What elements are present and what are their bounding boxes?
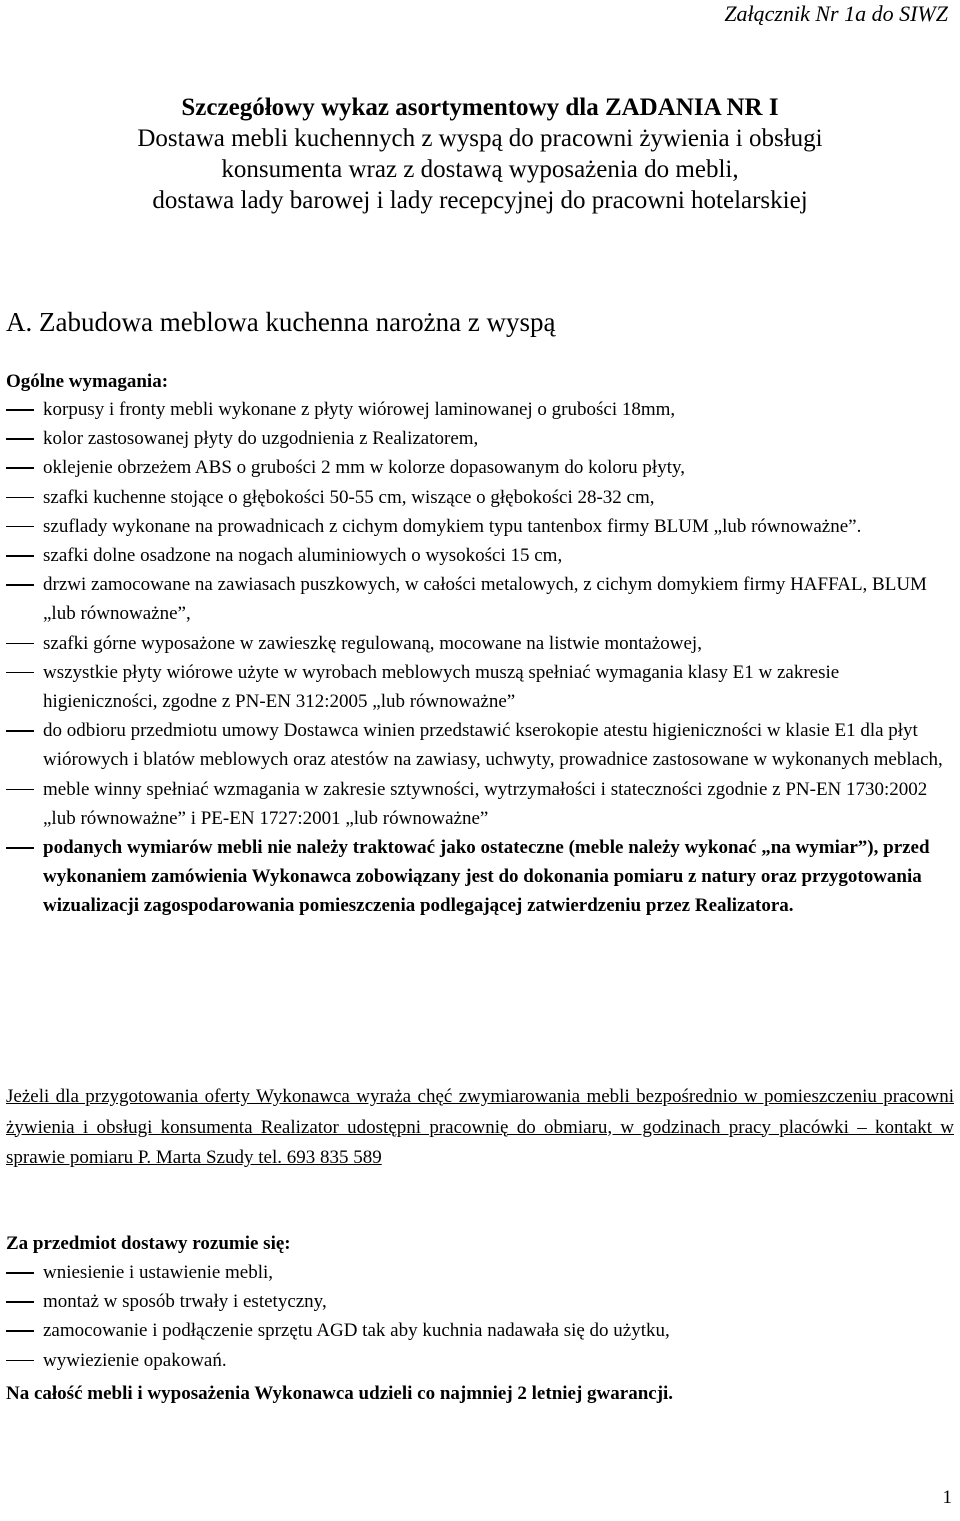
dash-bullet <box>6 438 34 440</box>
title-line-2: Dostawa mebli kuchennych z wyspą do pracowni żywienia i obsługi <box>137 125 823 152</box>
dash-bullet <box>6 730 34 732</box>
measurement-note: Jeżeli dla przygotowania oferty Wykonawca wyraża chęć zwymiarowania mebli bezpośrednio w pomieszczeniu pracowni żywienia i obsługi konsumenta Realizator udostępni pracownię do obmiaru, w godzinach pracy placówki – kontakt w sprawie pomiaru P. Marta Szudy tel. 693 835 589 <box>6 1086 954 1168</box>
guarantee-statement: Na całość mebli i wyposażenia Wykonawca udzieli co najmniej 2 letniej gwarancji. <box>6 1383 674 1404</box>
list-item-text: szuflady wykonane na prowadnicach z cichym domykiem typu tantenbox firmy BLUM „lub równoważne”. <box>43 515 862 537</box>
dash-bullet <box>6 584 34 586</box>
dash-bullet <box>6 526 34 528</box>
list-item-text: drzwi zamocowane na zawiasach puszkowych, w całości metalowych, z cichym domykiem firmy HAFFAL, BLUM „lub równoważne”, <box>43 574 927 625</box>
list-item-text: kolor zastosowanej płyty do uzgodnienia z Realizatorem, <box>43 428 479 450</box>
dash-bullet <box>6 643 34 645</box>
list-item <box>6 1287 951 1316</box>
annex-label: Załącznik Nr 1a do SIWZ <box>724 1 948 26</box>
list-item-text: meble winny spełniać wzmagania w zakresie sztywności, wytrzymałości i stateczności zgodnie z PN-EN 1730:2002 „lub równoważne” i PE-EN 1727:2001 „lub równoważne” <box>43 778 928 829</box>
list-item-text: wywiezienie opakowań. <box>43 1349 227 1371</box>
dash-bullet <box>6 1330 34 1332</box>
delivery-heading: Za przedmiot dostawy rozumie się: <box>6 1233 291 1254</box>
list-item-text: zamocowanie i podłączenie sprzętu AGD tak aby kuchnia nadawała się do użytku, <box>43 1320 670 1342</box>
dash-bullet <box>6 467 34 469</box>
title-line-4: dostawa lady barowej i lady recepcyjnej do pracowni hotelarskiej <box>152 187 808 214</box>
list-item <box>6 1316 951 1345</box>
dash-bullet <box>6 789 34 791</box>
list-item-text: montaż w sposób trwały i estetyczny, <box>43 1291 327 1313</box>
list-item <box>6 716 951 774</box>
list-item <box>6 483 951 512</box>
list-item <box>6 658 951 716</box>
list-item-text: do odbioru przedmiotu umowy Dostawca winien przedstawić kserokopie atestu higieniczności w klasie E1 dla płyt wiórowych i blatów meblowych oraz atestów na zawiasy, uchwyty, prowadnice zastosowane w wykonanych meblach, <box>43 720 943 771</box>
list-item <box>6 1258 951 1287</box>
dash-bullet <box>6 847 34 849</box>
list-item-text: szafki dolne osadzone na nogach aluminiowych o wysokości 15 cm, <box>43 545 563 567</box>
list-item <box>6 1346 951 1375</box>
title-line-3: konsumenta wraz z dostawą wyposażenia do mebli, <box>221 156 739 183</box>
page-number: 1 <box>942 1487 952 1508</box>
list-item <box>6 629 951 658</box>
list-item <box>6 512 951 541</box>
delivery-list <box>6 1258 951 1375</box>
list-item-text: szafki kuchenne stojące o głębokości 50-55 cm, wiszące o głębokości 28-32 cm, <box>43 486 655 508</box>
dash-bullet <box>6 497 34 499</box>
list-item <box>6 424 951 453</box>
section-a-heading: A. Zabudowa meblowa kuchenna narożna z wyspą <box>6 307 556 337</box>
list-item-text: podanych wymiarów mebli nie należy traktować jako ostateczne (meble należy wykonać „na wymiar”), przed wykonaniem zamówienia Wykonawca zobowiązany jest do dokonania pomiaru z natury oraz przygotowania wizualizacji zagospodarowania pomieszczenia podlegającej zatwierdzeniu przez Realizatora. <box>43 837 930 917</box>
dash-bullet <box>6 1301 34 1303</box>
list-item <box>6 541 951 570</box>
list-item-text: oklejenie obrzeżem ABS o grubości 2 mm w kolorze dopasowanym do koloru płyty, <box>43 457 686 479</box>
title-line-1: Szczegółowy wykaz asortymentowy dla ZADANIA NR I <box>181 94 779 121</box>
requirements-heading: Ogólne wymagania: <box>6 371 169 392</box>
list-item-text: wniesienie i ustawienie mebli, <box>43 1262 274 1283</box>
list-item-bold <box>6 833 951 921</box>
list-item-text: wszystkie płyty wiórowe użyte w wyrobach meblowych muszą spełniać wymagania klasy E1 w zakresie higieniczności, zgodne z PN-EN 312:2005 „lub równoważne” <box>43 661 840 713</box>
dash-bullet <box>6 555 34 557</box>
list-item-text: szafki górne wyposażone w zawieszkę regulowaną, mocowane na listwie montażowej, <box>43 632 702 654</box>
dash-bullet <box>6 409 34 411</box>
requirements-list <box>6 395 951 921</box>
list-item <box>6 453 951 482</box>
list-item-text: korpusy i fronty mebli wykonane z płyty wiórowej laminowanej o grubości 18mm, <box>43 399 676 420</box>
dash-bullet <box>6 1272 34 1274</box>
list-item <box>6 775 951 833</box>
list-item <box>6 395 951 424</box>
list-item <box>6 570 951 628</box>
dash-bullet <box>6 1360 34 1362</box>
document-title <box>0 92 960 216</box>
dash-bullet <box>6 672 34 674</box>
